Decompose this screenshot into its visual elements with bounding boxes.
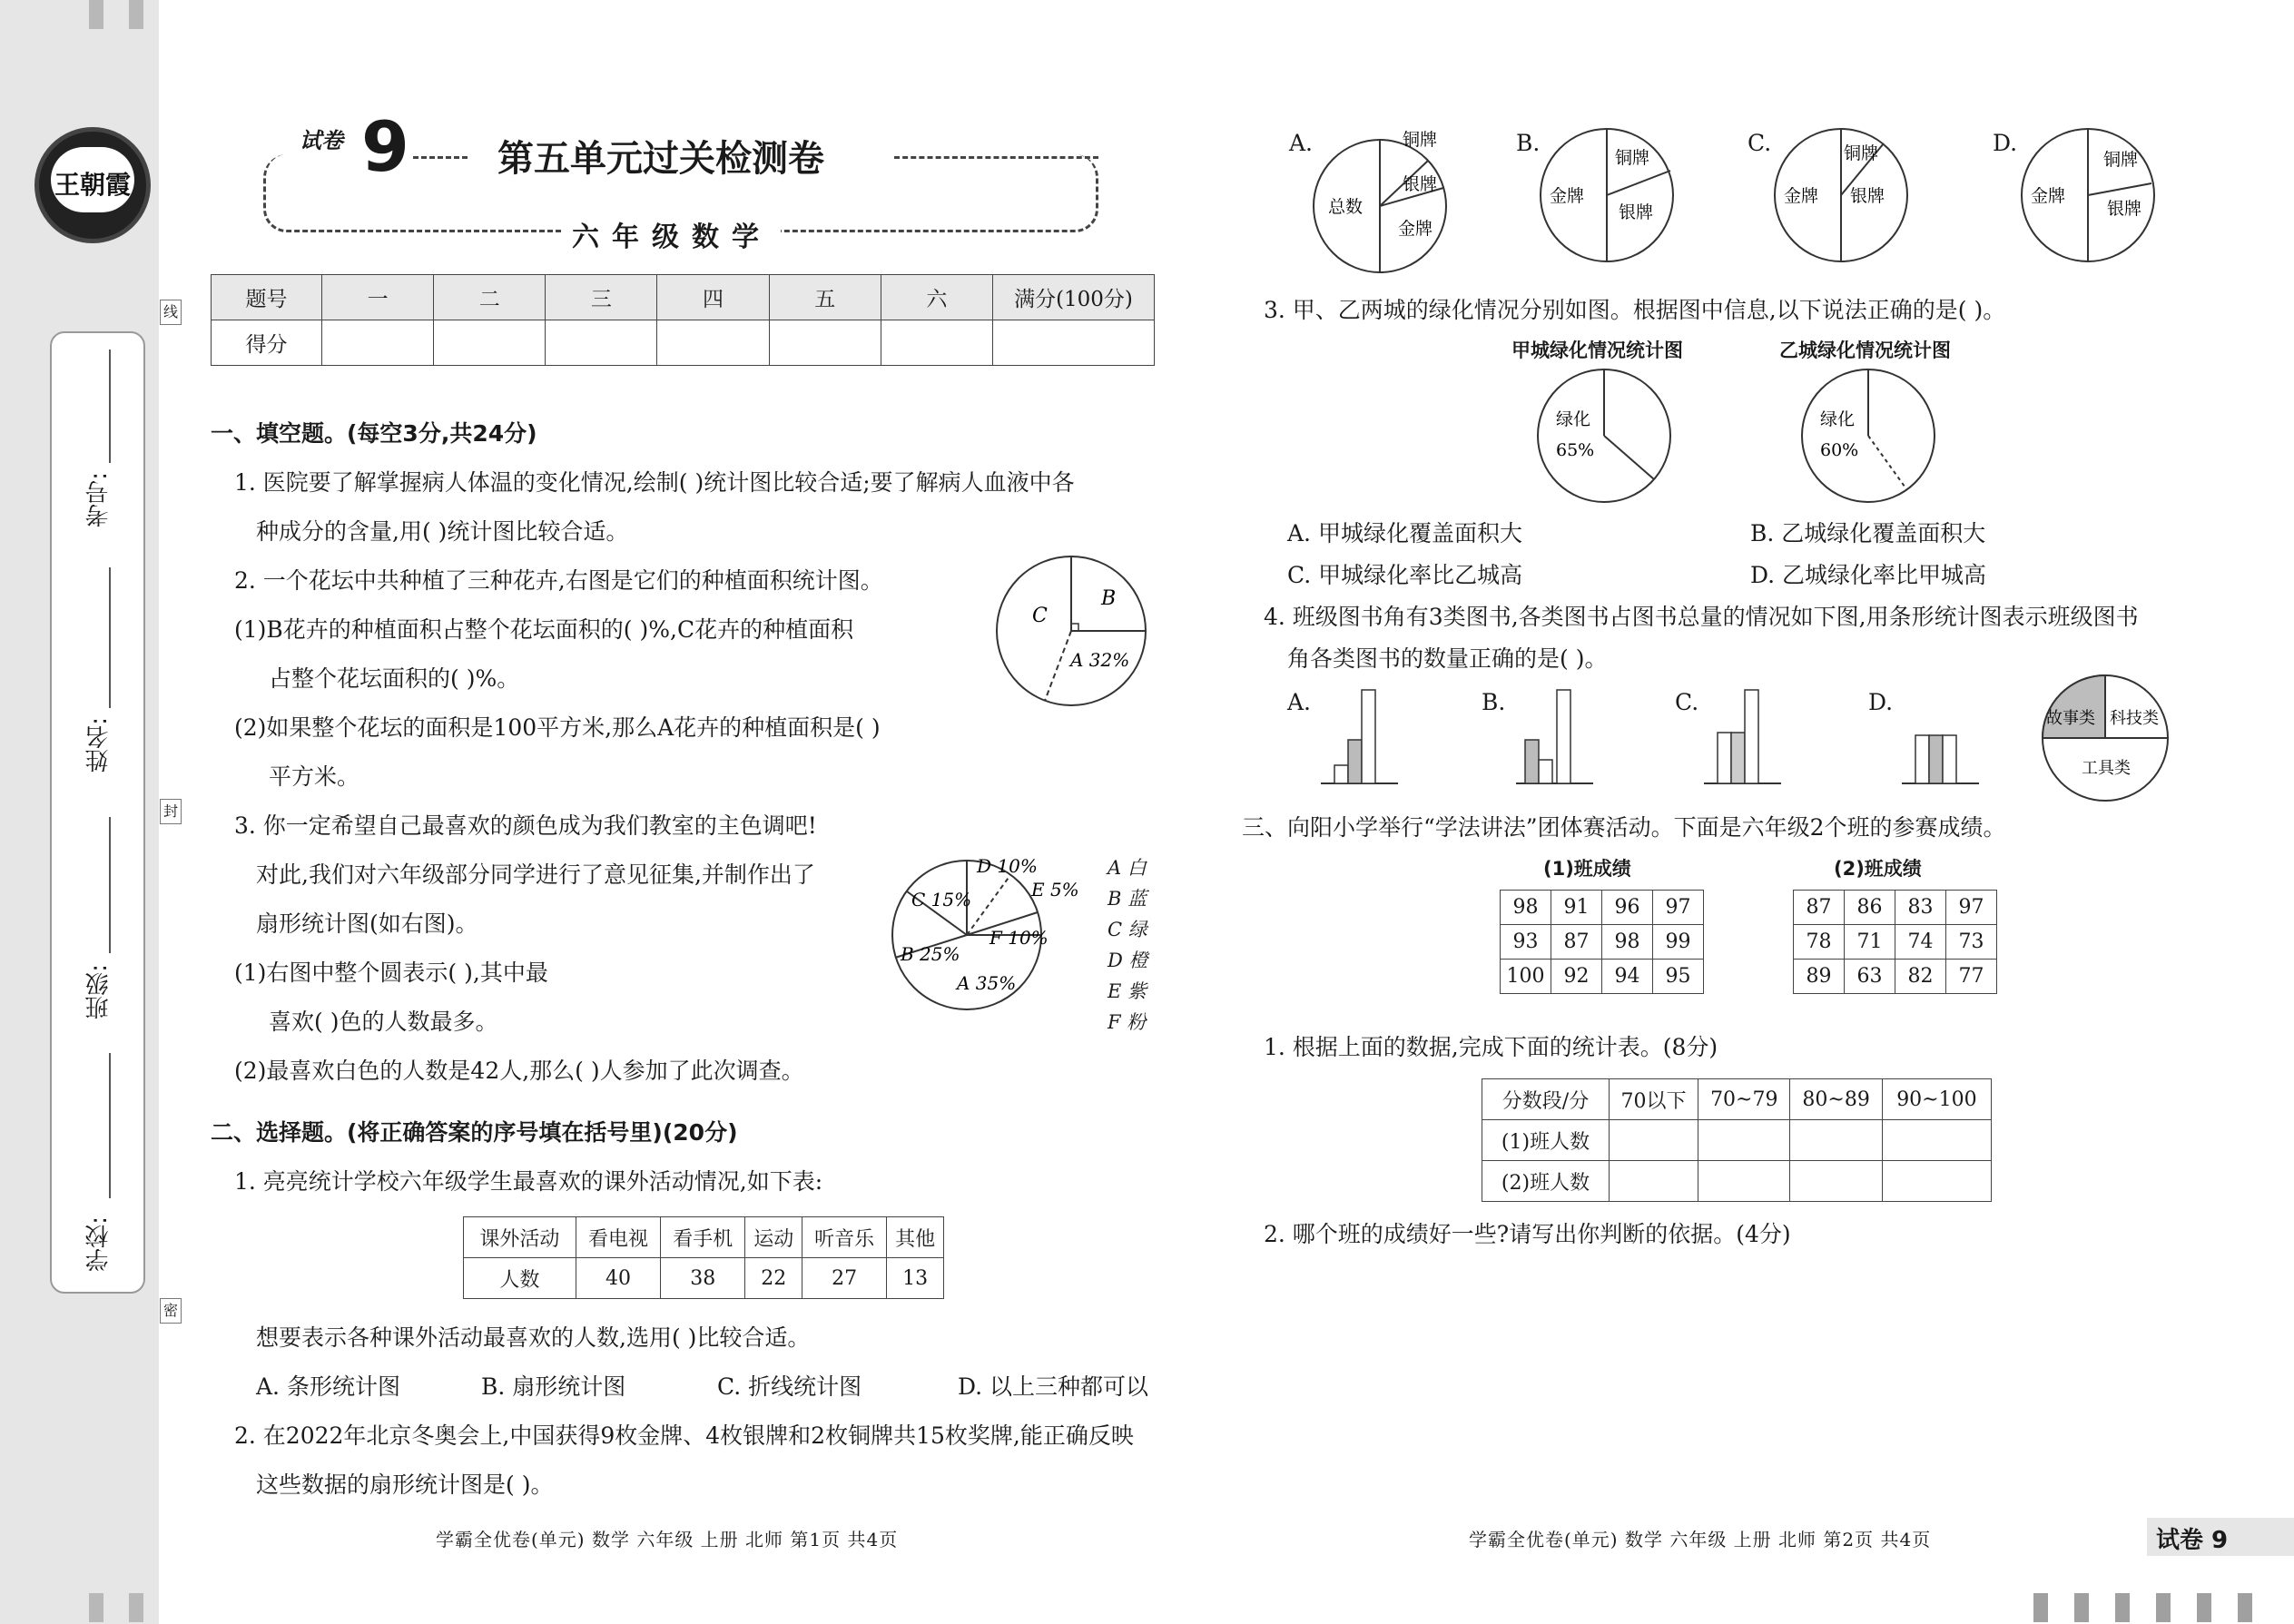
activity-table-cell: 40	[576, 1258, 660, 1299]
bind-mark-line: 线	[160, 300, 182, 325]
grid-cell: 83	[1895, 891, 1946, 925]
medal-option-letter[interactable]: C.	[1748, 130, 1772, 156]
bar-option-letter[interactable]: D.	[1868, 689, 1894, 715]
score-table	[211, 274, 1155, 366]
edge-bar	[2156, 1593, 2171, 1622]
grid-cell: 87	[1794, 891, 1845, 925]
pie-label: 65%	[1556, 440, 1595, 460]
pie-label-b: B 25%	[901, 943, 960, 965]
q2-1-text: 占整个花坛面积的( )%。	[269, 665, 520, 692]
stat-input-cell[interactable]	[1790, 1161, 1882, 1202]
stat-input-cell[interactable]	[1698, 1161, 1790, 1202]
option-c[interactable]: C. 折线统计图	[717, 1373, 862, 1400]
score-input-cell[interactable]	[546, 320, 657, 366]
grid-cell: 94	[1602, 960, 1653, 994]
grid-cell: 100	[1501, 960, 1551, 994]
grid-cell: 82	[1895, 960, 1946, 994]
pie-label: 金牌	[1550, 186, 1585, 206]
section3-heading: 三、向阳小学举行“学法讲法”团体赛活动。下面是六年级2个班的参赛成绩。	[1242, 814, 2006, 841]
bar-chart-a[interactable]	[1316, 685, 1398, 785]
bind-mark-seal: 封	[160, 799, 182, 824]
medal-option-letter[interactable]: D.	[1993, 130, 2018, 156]
page-title: 第五单元过关检测卷	[497, 138, 824, 180]
page-tag-text: 试卷 9	[2156, 1527, 2229, 1554]
score-table-cell: 五	[769, 275, 881, 320]
stat-table-cell: (1)班人数	[1482, 1120, 1610, 1161]
pie-label-d: D 10%	[977, 855, 1038, 877]
score-table-cell: 四	[657, 275, 769, 320]
s2-q4-text: 4. 班级图书角有3类图书,各类图书占图书总量的情况如下图,用条形统计图表示班级图书	[1264, 604, 2139, 630]
pie-label: 银牌	[2107, 199, 2142, 219]
s3-q2-text: 2. 哪个班的成绩好一些?请写出你判断的依据。(4分)	[1264, 1221, 1791, 1247]
bar-option-letter[interactable]: C.	[1675, 689, 1699, 715]
activity-table-cell: 13	[887, 1258, 944, 1299]
stat-table-cell: 80~89	[1790, 1079, 1882, 1120]
grid-cell: 73	[1946, 925, 1997, 960]
name-label: 姓名:	[85, 717, 113, 773]
score-input-cell[interactable]	[657, 320, 769, 366]
option-b[interactable]: B. 扇形统计图	[481, 1373, 626, 1400]
activity-table-cell: 听音乐	[802, 1217, 887, 1258]
q1-text: 种成分的含量,用( )统计图比较合适。	[256, 518, 629, 545]
edge-bar	[2074, 1593, 2089, 1622]
s2-q2-text: 2. 在2022年北京冬奥会上,中国获得9枚金牌、4枚银牌和2枚铜牌共15枚奖牌,能正确反映	[234, 1422, 1134, 1449]
bar	[1362, 690, 1375, 783]
bar-chart-c[interactable]	[1699, 685, 1781, 785]
q3-1-text: 喜欢( )色的人数最多。	[269, 1009, 498, 1035]
pie-label: 工具类	[2082, 759, 2131, 778]
activity-table-cell: 其他	[887, 1217, 944, 1258]
option-b[interactable]: B. 乙城绿化覆盖面积大	[1750, 520, 1986, 546]
pie-label: 银牌	[1619, 202, 1654, 222]
pie-label-c: C 15%	[911, 889, 972, 910]
exam-badge: 试卷	[300, 127, 343, 153]
score-table-cell: 满分(100分)	[993, 275, 1155, 320]
exam-number-field[interactable]	[109, 349, 111, 463]
grid-cell: 97	[1653, 891, 1704, 925]
color-pie-chart	[890, 855, 1079, 1012]
s2-q2-text: 这些数据的扇形统计图是( )。	[256, 1471, 554, 1498]
pie-label: 总数	[1328, 197, 1364, 217]
pie-label: 科技类	[2110, 709, 2159, 728]
bar	[1525, 740, 1539, 783]
pie-label: 金牌	[2031, 186, 2066, 206]
legend-item: D 橙	[1108, 950, 1148, 971]
pie-label-a: A 32%	[1070, 649, 1130, 671]
score-input-cell[interactable]	[769, 320, 881, 366]
grid-cell: 98	[1602, 925, 1653, 960]
book-pie-chart	[2041, 674, 2170, 802]
bar	[1334, 765, 1348, 783]
edge-bar	[89, 0, 103, 29]
stat-table	[1482, 1078, 1992, 1202]
title-dash	[894, 156, 1098, 159]
grid-cell: 92	[1551, 960, 1602, 994]
school-label: 学校:	[85, 1216, 113, 1272]
pie-slice	[2043, 675, 2105, 738]
activity-table-cell: 看电视	[576, 1217, 660, 1258]
grid-cell: 95	[1653, 960, 1704, 994]
edge-bar	[129, 1593, 143, 1622]
medal-pie-b[interactable]	[1539, 127, 1675, 263]
class-field[interactable]	[109, 817, 111, 953]
bind-mark-secret: 密	[160, 1298, 182, 1324]
medal-option-letter[interactable]: B.	[1516, 130, 1541, 156]
bar	[1929, 735, 1943, 783]
q2-1-text: (1)B花卉的种植面积占整个花坛面积的( )%,C花卉的种植面积	[234, 616, 854, 643]
score-table-cell: 三	[546, 275, 657, 320]
pie-label-b: B	[1101, 587, 1117, 610]
option-a[interactable]: A. 甲城绿化覆盖面积大	[1287, 520, 1522, 546]
pie-label: 铜牌	[1615, 148, 1650, 168]
q2-2-text: (2)如果整个花坛的面积是100平方米,那么A花卉的种植面积是( )	[234, 714, 881, 741]
footer-left: 学霸全优卷(单元) 数学 六年级 上册 北师 第1页 共4页	[436, 1529, 899, 1550]
bar	[1557, 690, 1570, 783]
pie-label: 铜牌	[1403, 130, 1438, 150]
brand-logo-text: 王朝霞	[54, 170, 132, 200]
page-subtitle: 六年级数学	[563, 214, 781, 254]
score-input-cell[interactable]	[881, 320, 992, 366]
pie-label: 金牌	[1398, 219, 1433, 239]
stat-input-cell[interactable]	[1882, 1120, 1991, 1161]
legend-item: B 蓝	[1108, 888, 1147, 910]
class2-title: (2)班成绩	[1834, 858, 1922, 880]
q1-text: 1. 医院要了解掌握病人体温的变化情况,绘制( )统计图比较合适;要了解病人血液中各	[234, 469, 1075, 496]
legend-item: F 粉	[1108, 1011, 1147, 1033]
pie-label: 60%	[1820, 440, 1859, 460]
option-d[interactable]: D. 以上三种都可以	[958, 1373, 1149, 1400]
stat-input-cell[interactable]	[1610, 1161, 1698, 1202]
stat-table-cell: (2)班人数	[1482, 1161, 1610, 1202]
grid-cell: 89	[1794, 960, 1845, 994]
pie-label: 铜牌	[2103, 150, 2139, 170]
edge-bar	[2238, 1593, 2252, 1622]
grid-cell: 78	[1794, 925, 1845, 960]
medal-option-letter[interactable]: A.	[1289, 130, 1314, 156]
class2-score-grid	[1793, 890, 1997, 994]
pie-label: 故事类	[2046, 709, 2095, 728]
pie-label: 银牌	[1403, 174, 1438, 194]
exam-number-label: 考号:	[85, 472, 113, 527]
bar	[1915, 735, 1929, 783]
bar-chart-b[interactable]	[1511, 685, 1593, 785]
grid-cell: 87	[1551, 925, 1602, 960]
pie-label: 绿化	[1556, 409, 1591, 429]
option-d[interactable]: D. 乙城绿化率比甲城高	[1750, 562, 1987, 588]
stat-input-cell[interactable]	[1698, 1120, 1790, 1161]
score-input-cell[interactable]	[434, 320, 546, 366]
activity-table-cell: 运动	[745, 1217, 802, 1258]
s2-q1-text: 想要表示各种课外活动最喜欢的人数,选用( )比较合适。	[256, 1324, 811, 1351]
activity-table-cell: 看手机	[661, 1217, 745, 1258]
class1-score-grid	[1500, 890, 1704, 994]
score-table-cell: 得分	[212, 320, 322, 366]
grid-cell: 93	[1501, 925, 1551, 960]
s2-q4-text: 角各类图书的数量正确的是( )。	[1287, 645, 1608, 672]
activity-table	[463, 1216, 944, 1299]
bar	[1718, 733, 1731, 783]
bar	[1731, 733, 1745, 783]
legend-item: C 绿	[1108, 919, 1147, 940]
grid-cell: 98	[1501, 891, 1551, 925]
score-table-cell: 六	[881, 275, 992, 320]
legend-item: E 紫	[1108, 980, 1147, 1002]
s3-q1-text: 1. 根据上面的数据,完成下面的统计表。(8分)	[1264, 1034, 1718, 1060]
option-a[interactable]: A. 条形统计图	[256, 1373, 400, 1400]
edge-bar	[89, 1593, 103, 1622]
medal-pie-c[interactable]	[1773, 127, 1909, 263]
section2-heading: 二、选择题。(将正确答案的序号填在括号里)(20分)	[211, 1119, 738, 1146]
exam-number: 9	[361, 106, 409, 187]
q3-1-text: (1)右图中整个圆表示( ),其中最	[234, 960, 548, 986]
school-field[interactable]	[109, 1053, 111, 1198]
name-field[interactable]	[109, 567, 111, 708]
stat-table-cell: 70以下	[1610, 1079, 1698, 1120]
section1-heading: 一、填空题。(每空3分,共24分)	[211, 420, 537, 447]
stat-table-cell: 分数段/分	[1482, 1079, 1610, 1120]
footer-right: 学霸全优卷(单元) 数学 六年级 上册 北师 第2页 共4页	[1469, 1529, 1932, 1550]
bar-chart-d[interactable]	[1897, 685, 1979, 785]
medal-pie-a[interactable]	[1312, 130, 1448, 274]
pie-label: 铜牌	[1844, 143, 1879, 163]
grid-cell: 86	[1845, 891, 1895, 925]
pie-label: 绿化	[1820, 409, 1856, 429]
pie-label-e: E 5%	[1031, 879, 1079, 901]
bar	[1539, 760, 1552, 783]
score-input-cell[interactable]	[322, 320, 434, 366]
pie-label: 金牌	[1784, 186, 1819, 206]
stat-input-cell[interactable]	[1882, 1161, 1991, 1202]
pie-label-f: F 10%	[989, 927, 1049, 949]
edge-bar	[2197, 1593, 2211, 1622]
option-c[interactable]: C. 甲城绿化率比乙城高	[1287, 562, 1523, 588]
q2-2-text: 平方米。	[269, 763, 360, 790]
green-pie-a	[1536, 368, 1672, 504]
pie-label-c: C	[1032, 605, 1048, 627]
stat-input-cell[interactable]	[1790, 1120, 1882, 1161]
grid-cell: 63	[1845, 960, 1895, 994]
q3-2-text: (2)最喜欢白色的人数是42人,那么( )人参加了此次调查。	[234, 1058, 804, 1084]
bar	[1348, 740, 1362, 783]
q3-text: 3. 你一定希望自己最喜欢的颜色成为我们教室的主色调吧!	[234, 812, 817, 839]
score-table-cell: 二	[434, 275, 546, 320]
class-label: 班级:	[85, 964, 113, 1019]
q3-text: 对此,我们对六年级部分同学进行了意见征集,并制作出了	[256, 861, 815, 888]
score-table-cell: 一	[322, 275, 434, 320]
pie-label: 银牌	[1850, 186, 1885, 206]
edge-bar	[2115, 1593, 2130, 1622]
stat-input-cell[interactable]	[1610, 1120, 1698, 1161]
s2-q1-text: 1. 亮亮统计学校六年级学生最喜欢的课外活动情况,如下表:	[234, 1168, 823, 1195]
bar	[1943, 735, 1956, 783]
grid-cell: 71	[1845, 925, 1895, 960]
activity-table-cell: 27	[802, 1258, 887, 1299]
score-input-cell[interactable]	[993, 320, 1155, 366]
chart-title: 甲城绿化情况统计图	[1511, 340, 1683, 361]
flower-pie-chart	[994, 554, 1148, 708]
legend-item: A 白	[1108, 857, 1147, 879]
grid-cell: 77	[1946, 960, 1997, 994]
green-pie-b	[1800, 368, 1936, 504]
grid-cell: 74	[1895, 925, 1946, 960]
class1-title: (1)班成绩	[1543, 858, 1631, 880]
grid-cell: 91	[1551, 891, 1602, 925]
grid-cell: 96	[1602, 891, 1653, 925]
bar-option-letter[interactable]: B.	[1482, 689, 1506, 715]
edge-bar	[2033, 1593, 2048, 1622]
s2-q3-text: 3. 甲、乙两城的绿化情况分别如图。根据图中信息,以下说法正确的是( )。	[1264, 297, 2006, 323]
chart-title: 乙城绿化情况统计图	[1779, 340, 1951, 361]
q3-text: 扇形统计图(如右图)。	[256, 910, 478, 937]
activity-table-cell: 22	[745, 1258, 802, 1299]
activity-table-cell: 人数	[464, 1258, 576, 1299]
grid-cell: 99	[1653, 925, 1704, 960]
grid-cell: 97	[1946, 891, 1997, 925]
stat-table-cell: 90~100	[1882, 1079, 1991, 1120]
title-dash	[413, 156, 468, 159]
activity-table-cell: 38	[661, 1258, 745, 1299]
bar-option-letter[interactable]: A.	[1287, 689, 1312, 715]
q2-text: 2. 一个花坛中共种植了三种花卉,右图是它们的种植面积统计图。	[234, 567, 883, 594]
activity-table-cell: 课外活动	[464, 1217, 576, 1258]
medal-pie-d[interactable]	[2020, 127, 2156, 263]
pie-label-a: A 35%	[957, 972, 1017, 994]
edge-bar	[129, 0, 143, 29]
bar	[1745, 690, 1758, 783]
score-table-cell: 题号	[212, 275, 322, 320]
stat-table-cell: 70~79	[1698, 1079, 1790, 1120]
